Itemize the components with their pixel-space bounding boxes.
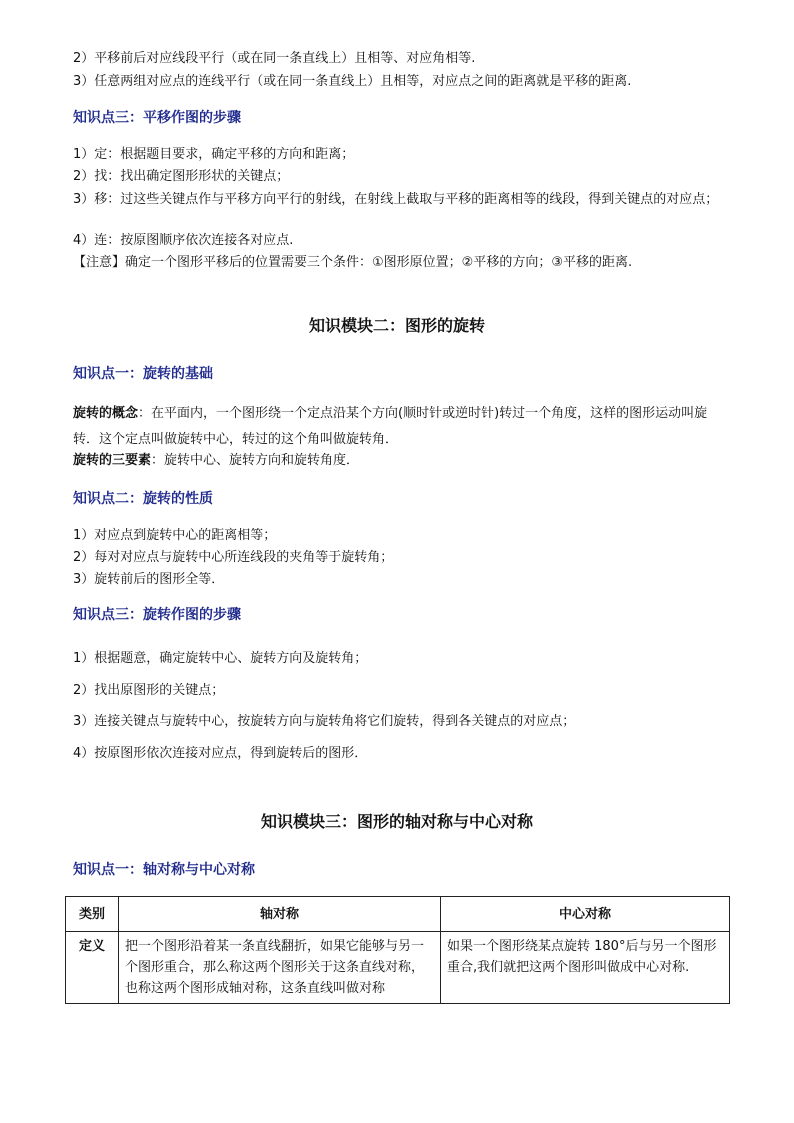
translation-property-2: 2）平移前后对应线段平行（或在同一条直线上）且相等、对应角相等. bbox=[73, 51, 476, 66]
concept-text: ：在平面内，一个图形绕一个定点沿某个方向(顺时针或逆时针)转过一个角度，这样的图形运动叫旋转．这个定点叫做旋转中心，转过的这个角叫做旋转角． bbox=[73, 406, 708, 447]
rotation-step-3: 3）连接关键点与旋转中心，按旋转方向与旋转角将它们旋转，得到各关键点的对应点； bbox=[73, 714, 576, 729]
rotation-step-1: 1）根据题意，确定旋转中心、旋转方向及旋转角； bbox=[73, 651, 368, 666]
module-2-title: 知识模块二：图形的旋转 bbox=[308, 316, 485, 335]
row-axial-definition: 把一个图形沿着某一条直线翻折，如果它能够与另一个图形重合，那么称这两个图形关于这条直线对称，也称这两个图形成轴对称，这条直线叫做对称 bbox=[119, 932, 441, 1004]
table-row bbox=[66, 932, 730, 1004]
symmetry-comparison-table bbox=[65, 896, 730, 1004]
translation-step-3: 3）移：过这些关键点作与平移方向平行的射线，在射线上截取与平移的距离相等的线段，得到关键点的对应点； bbox=[73, 192, 719, 207]
translation-property-3: 3）任意两组对应点的连线平行（或在同一条直线上）且相等，对应点之间的距离就是平移的距离. bbox=[73, 74, 632, 89]
row-category: 定义 bbox=[66, 932, 119, 1004]
rotation-step-2: 2）找出原图形的关键点； bbox=[73, 683, 225, 698]
rotation-property-1: 1）对应点到旋转中心的距离相等； bbox=[73, 528, 277, 543]
translation-step-1: 1）定：根据题目要求，确定平移的方向和距离； bbox=[73, 147, 355, 162]
header-central: 中心对称 bbox=[441, 897, 730, 932]
table-header-row bbox=[66, 897, 730, 932]
note-label: 【注意】 bbox=[73, 255, 126, 270]
translation-kp3-title: 知识点三：平移作图的步骤 bbox=[73, 110, 241, 126]
rotation-step-4: 4）按原图形依次连接对应点，得到旋转后的图形． bbox=[73, 746, 368, 761]
concept-label: 旋转的概念 bbox=[73, 406, 139, 421]
translation-note bbox=[73, 254, 632, 272]
header-category: 类别 bbox=[66, 897, 119, 932]
note-text: 确定一个图形平移后的位置需要三个条件：①图形原位置；②平移的方向；③平移的距离. bbox=[125, 255, 633, 270]
symmetry-kp1-title: 知识点一：轴对称与中心对称 bbox=[73, 862, 255, 878]
rotation-property-3: 3）旋转前后的图形全等． bbox=[73, 572, 225, 587]
rotation-kp2-title: 知识点二：旋转的性质 bbox=[73, 491, 213, 507]
elements-label: 旋转的三要素 bbox=[73, 453, 152, 468]
rotation-kp1-title: 知识点一：旋转的基础 bbox=[73, 366, 213, 382]
module-3-title: 知识模块三：图形的轴对称与中心对称 bbox=[260, 812, 533, 831]
header-axial: 轴对称 bbox=[119, 897, 441, 932]
elements-text: ：旋转中心、旋转方向和旋转角度． bbox=[151, 453, 360, 468]
translation-step-2: 2）找：找出确定图形形状的关键点； bbox=[73, 169, 290, 184]
rotation-kp3-title: 知识点三：旋转作图的步骤 bbox=[73, 607, 241, 623]
rotation-property-2: 2）每对对应点与旋转中心所连线段的夹角等于旋转角； bbox=[73, 550, 394, 565]
row-central-definition: 如果一个图形绕某点旋转 180°后与另一个图形重合,我们就把这两个图形叫做成中心对称. bbox=[441, 932, 730, 1004]
translation-step-4: 4）连：按原图顺序依次连接各对应点. bbox=[73, 233, 294, 248]
rotation-elements bbox=[73, 452, 359, 470]
rotation-concept bbox=[73, 401, 729, 453]
